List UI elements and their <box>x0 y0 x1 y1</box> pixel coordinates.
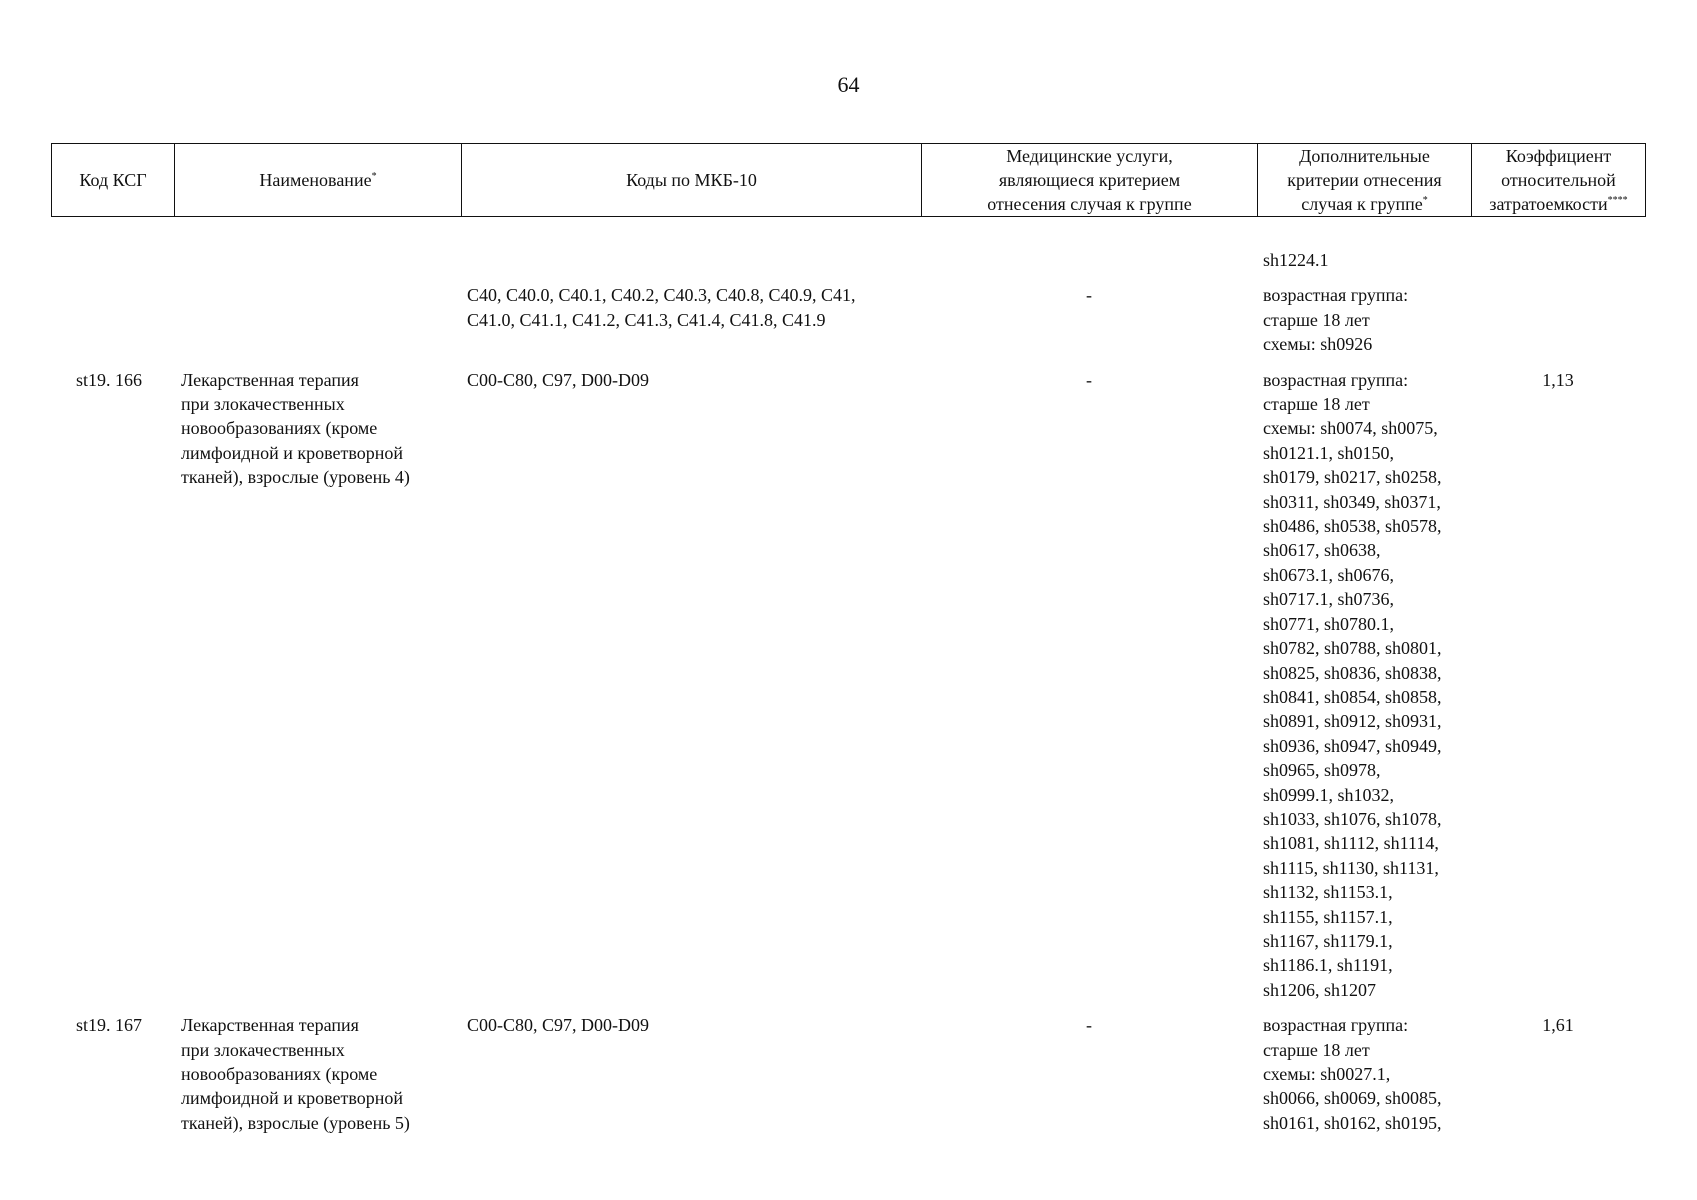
footnote-mark: **** <box>1607 195 1628 206</box>
icd-cell: C00-C80, C97, D00-D09 <box>467 1015 650 1036</box>
page-number: 64 <box>837 72 860 97</box>
coef-cell: 1,13 <box>1542 369 1574 390</box>
header-criteria: Дополнительные критерии отнесения случая к группе* <box>1258 144 1472 217</box>
name-cell: Лекарственная терапия при злокачественных новообразованиях (кроме лимфоидной и кроветворной тканей), взрослые (уровень 5) <box>181 1015 410 1133</box>
services-cell: - <box>1086 1015 1092 1036</box>
header-services: Медицинские услуги, являющиеся критерием отнесения случая к группе <box>922 144 1258 217</box>
icd-cell: C40, C40.0, C40.1, C40.2, C40.3, C40.8, C40.9, C41, C41.0, C41.1, C41.2, C41.3, C41.4, C41.8, C41.9 <box>467 285 856 330</box>
footnote-mark: * <box>371 171 377 182</box>
table-row-continuation-tail <box>51 248 1645 272</box>
table-row <box>51 368 1645 1003</box>
table-header <box>51 143 1646 217</box>
criteria-cell: возрастная группа: старше 18 лет схемы: sh0074, sh0075, sh0121.1, sh0150, sh0179, sh0217, sh0258, sh0311, sh0349, sh0371, sh0486, sh0538, sh0578, sh0617, sh0638, sh0673.1, sh0676, sh0717.1, sh0736, sh0771, sh0780.1, sh0782, sh0788, sh0801, sh0825, sh0836, sh0838, sh0841, sh0854, sh0858, sh0891, sh0912, sh0931, sh0936, sh0947, sh0949, sh0965, sh0978, sh0999.1, sh1032, sh1033, sh1076, sh1078, sh1081, sh1112, sh1114, sh1115, sh1130, sh1131, sh1132, sh1153.1, sh1155, sh1157.1, sh1167, sh1179.1, sh1186.1, sh1191, sh1206, sh1207 <box>1263 369 1442 1000</box>
table-row <box>51 1013 1645 1135</box>
icd-cell: C00-C80, C97, D00-D09 <box>467 369 650 390</box>
services-cell: - <box>1086 369 1092 390</box>
code-cell: st19. 167 <box>76 1015 143 1036</box>
header-icd: Коды по МКБ-10 <box>462 144 922 217</box>
criteria-cell: возрастная группа: старше 18 лет схемы: sh0027.1, sh0066, sh0069, sh0085, sh0161, sh0162, sh0195, <box>1263 1015 1442 1133</box>
header-code: Код КСГ <box>52 144 175 217</box>
header-name: Наименование* <box>175 144 462 217</box>
coef-cell: 1,61 <box>1542 1015 1574 1036</box>
code-cell: st19. 166 <box>76 369 143 390</box>
name-cell: Лекарственная терапия при злокачественных новообразованиях (кроме лимфоидной и кроветворной тканей), взрослые (уровень 4) <box>181 369 410 488</box>
table-row-continuation <box>51 283 1645 356</box>
footnote-mark: * <box>1422 195 1428 206</box>
criteria-cell: sh1224.1 <box>1263 250 1329 270</box>
criteria-cell: возрастная группа: старше 18 лет схемы: sh0926 <box>1263 285 1409 355</box>
services-cell: - <box>1086 285 1092 306</box>
table-body <box>51 217 1645 1135</box>
header-coef: Коэффициент относительной затратоемкости**** <box>1472 144 1646 217</box>
